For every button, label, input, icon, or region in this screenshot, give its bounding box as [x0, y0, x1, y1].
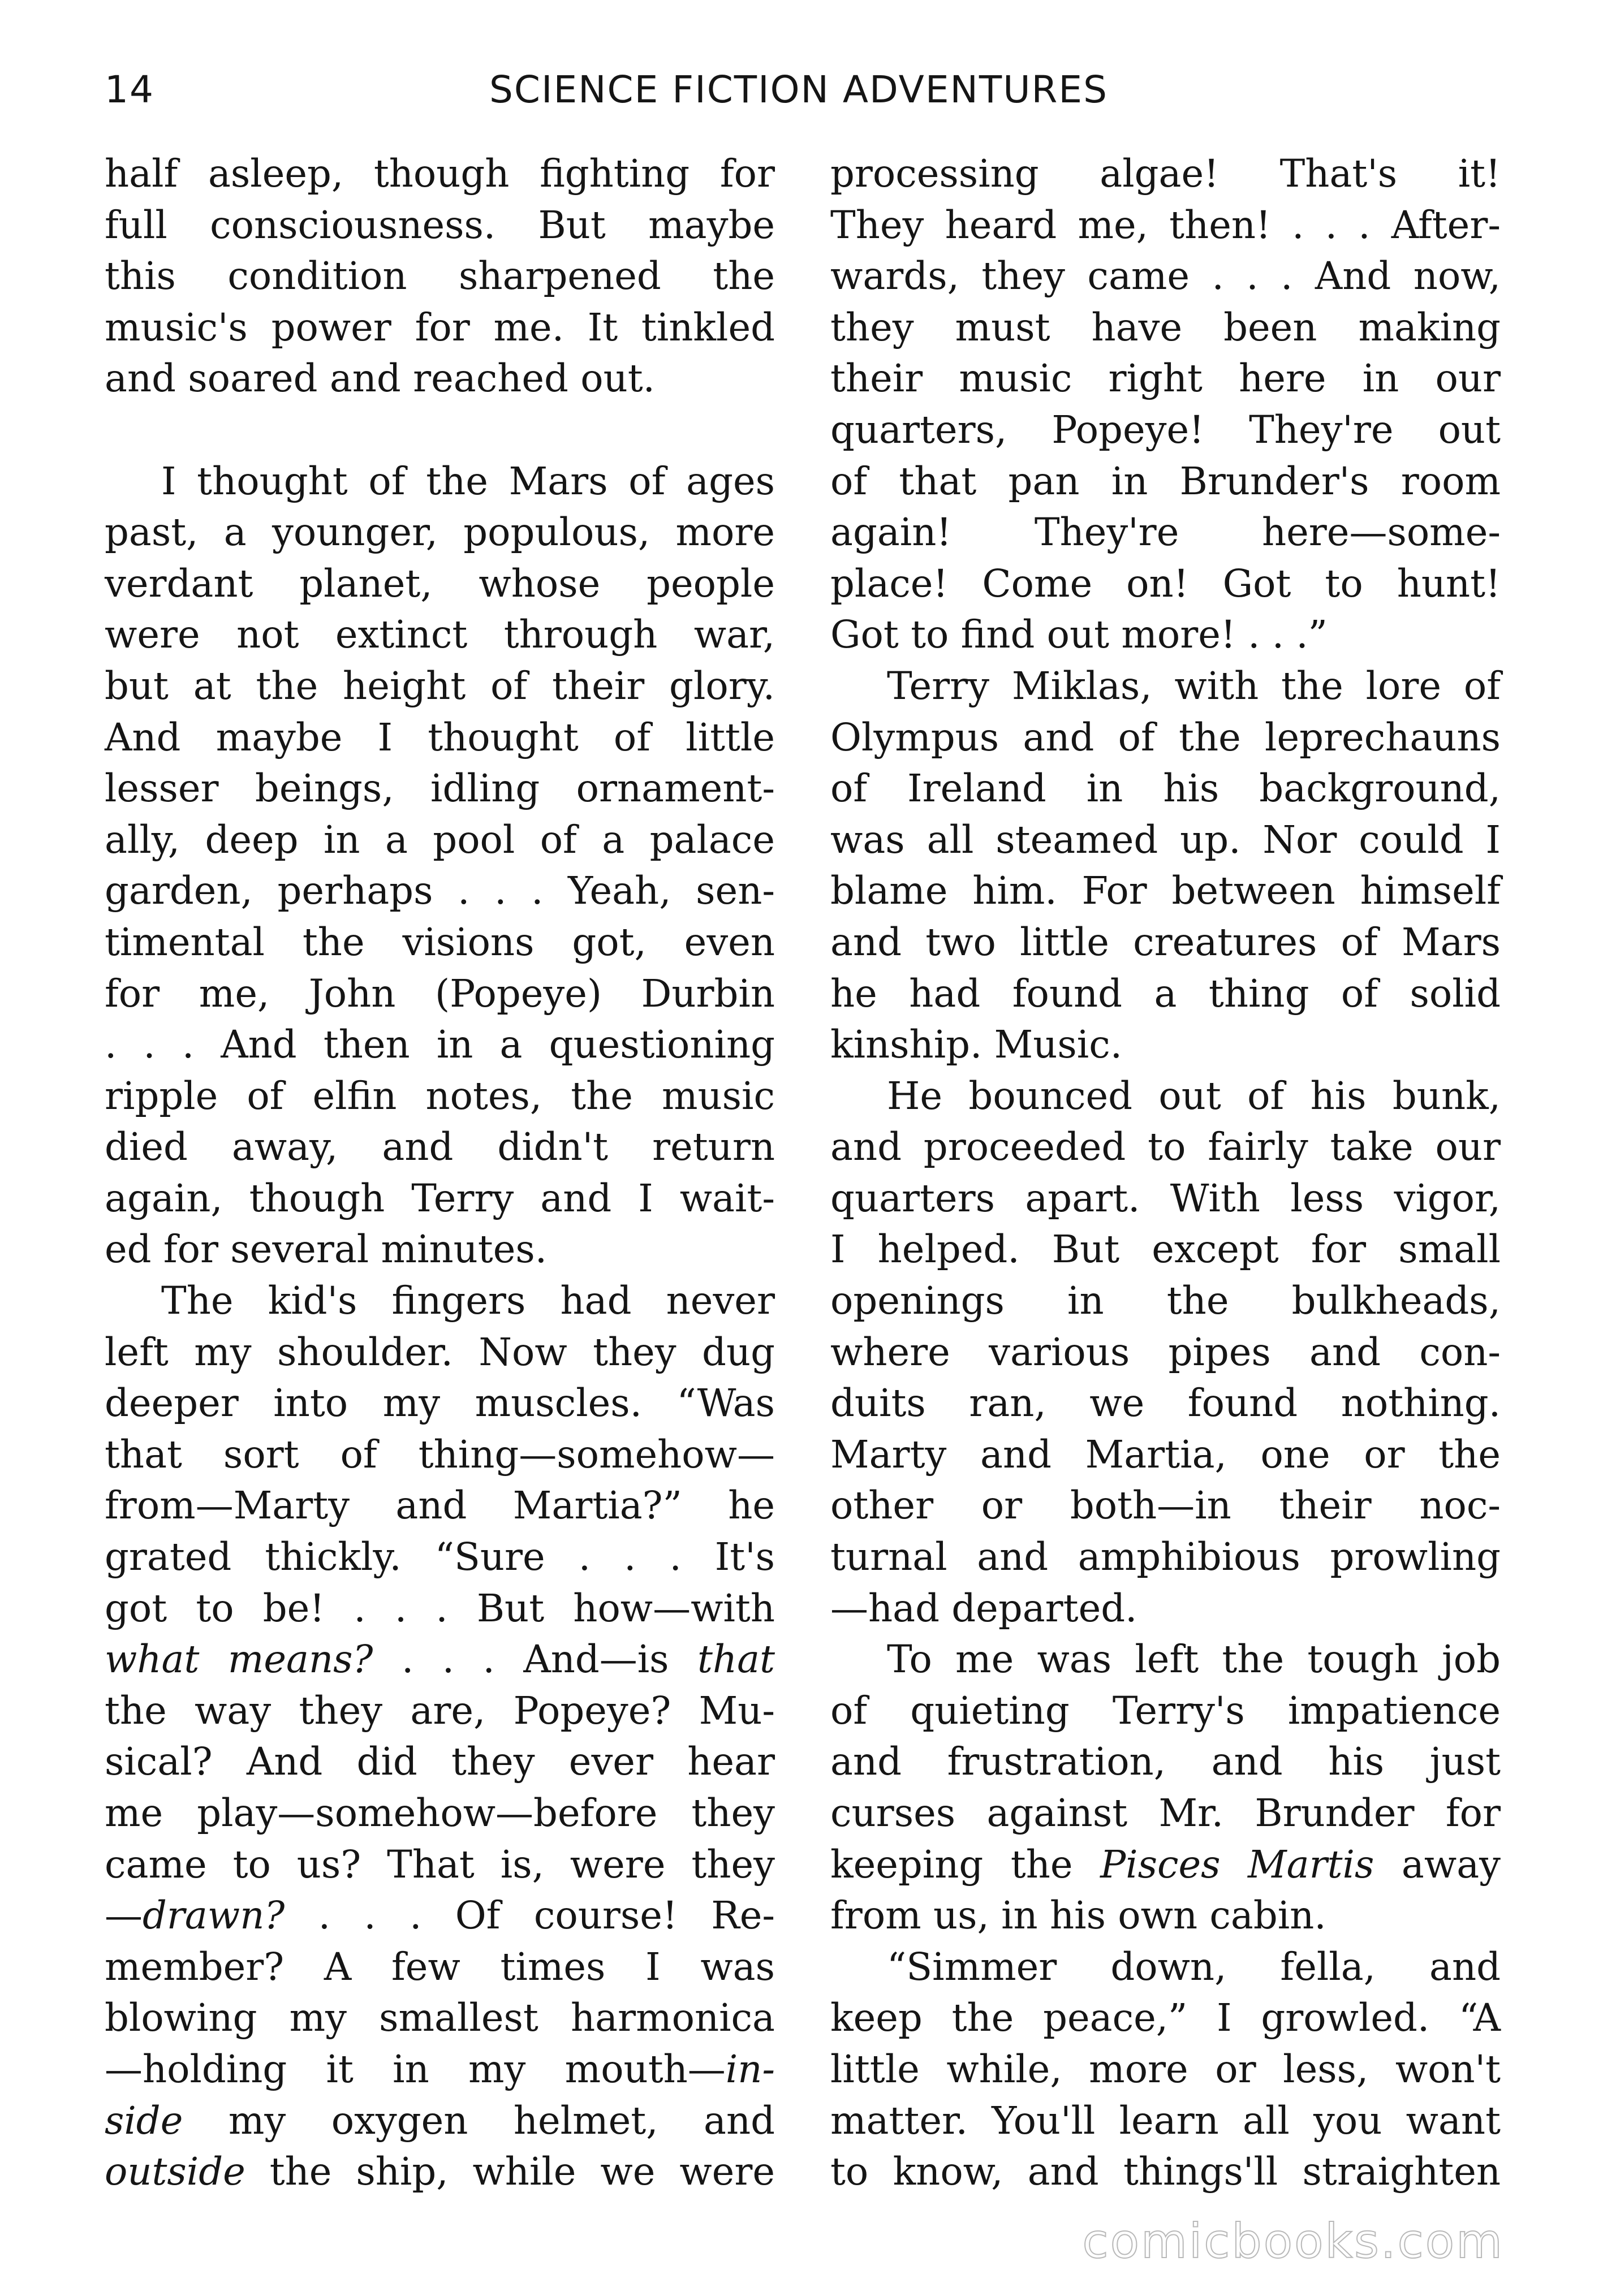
text-line: that sort of thing—somehow—: [105, 1432, 775, 1477]
text-line: sical? And did they ever hear: [105, 1740, 775, 1784]
text-line: curses against Mr. Brunder for: [830, 1791, 1501, 1835]
text-line: Terry Miklas, with the lore of: [887, 663, 1501, 708]
text-line: turnal and amphibious prowling: [830, 1535, 1501, 1579]
text-line: keep the peace,” I growled. “A: [830, 1996, 1501, 2040]
text-line: deeper into my muscles. “Was: [105, 1381, 775, 1426]
text-line: to know, and things'll straighten: [830, 2150, 1501, 2194]
text-line: full consciousness. But maybe: [105, 202, 775, 247]
text-line: where various pipes and con-: [830, 1330, 1501, 1374]
text-line: was all steamed up. Nor could I: [830, 817, 1501, 862]
text-line: half asleep, though fighting for: [105, 152, 775, 196]
text-line: music's power for me. It tinkled: [105, 305, 775, 349]
text-line: their music right here in our: [830, 356, 1501, 401]
text-line: . . . And then in a questioning: [105, 1022, 775, 1067]
text-line: outside the ship, while we were: [105, 2150, 775, 2194]
text-column-right: [830, 148, 1501, 2198]
text-line: what means? . . . And—is that: [105, 1637, 775, 1682]
text-line: keeping the Pisces Martis away: [830, 1842, 1501, 1887]
text-line: blame him. For between himself: [830, 869, 1501, 913]
text-line: place! Come on! Got to hunt!: [830, 561, 1501, 606]
text-line: blowing my smallest harmonica: [105, 1996, 775, 2040]
text-line: from us, in his own cabin.: [830, 1893, 1326, 1938]
text-line: this condition sharpened the: [105, 254, 775, 299]
page-header: [105, 68, 1499, 122]
text-line: ed for several minutes.: [105, 1227, 548, 1272]
text-line: died away, and didn't return: [105, 1125, 775, 1169]
text-line: He bounced out of his bunk,: [887, 1073, 1501, 1118]
text-line: and two little creatures of Mars: [830, 920, 1501, 964]
text-line: of that pan in Brunder's room: [830, 459, 1501, 503]
text-line: again! They're here—some-: [830, 510, 1501, 555]
text-line: ally, deep in a pool of a palace: [105, 817, 775, 862]
text-line: they must have been making: [830, 305, 1501, 349]
paragraph-gap: [105, 404, 775, 456]
text-line: and proceeded to fairly take our: [830, 1125, 1501, 1169]
text-line: wards, they came . . . And now,: [830, 254, 1501, 299]
watermark: comicbooks.com: [1082, 2213, 1504, 2269]
text-line: were not extinct through war,: [105, 612, 775, 657]
text-line: openings in the bulkheads,: [830, 1279, 1501, 1323]
text-line: but at the height of their glory.: [105, 663, 775, 708]
page-number: 14: [105, 68, 154, 111]
text-line: They heard me, then! . . . After-: [830, 202, 1501, 247]
text-line: matter. You'll learn all you want: [830, 2098, 1501, 2143]
text-line: for me, John (Popeye) Durbin: [105, 971, 775, 1016]
text-line: the way they are, Popeye? Mu-: [105, 1688, 775, 1733]
text-column-left: [105, 148, 775, 2198]
text-line: member? A few times I was: [105, 1944, 775, 1989]
running-title: SCIENCE FICTION ADVENTURES: [489, 68, 1108, 111]
text-line: of quieting Terry's impatience: [830, 1688, 1501, 1733]
text-line: quarters apart. With less vigor,: [830, 1176, 1501, 1220]
text-line: and soared and reached out.: [105, 356, 655, 401]
text-line: —drawn? . . . Of course! Re-: [105, 1893, 775, 1938]
text-line: again, though Terry and I wait-: [105, 1176, 775, 1220]
text-line: and frustration, and his just: [830, 1740, 1501, 1784]
text-line: Marty and Martia, one or the: [830, 1432, 1501, 1477]
text-line: got to be! . . . But how—with: [105, 1586, 775, 1630]
text-line: other or both—in their noc-: [830, 1483, 1501, 1528]
text-line: he had found a thing of solid: [830, 971, 1501, 1016]
text-line: duits ran, we found nothing.: [830, 1381, 1501, 1426]
text-line: quarters, Popeye! They're out: [830, 407, 1501, 452]
text-line: Olympus and of the leprechauns: [830, 715, 1501, 759]
text-line: past, a younger, populous, more: [105, 510, 775, 555]
text-line: I thought of the Mars of ages: [161, 459, 775, 503]
text-line: Got to find out more! . . .”: [830, 612, 1328, 657]
text-line: I helped. But except for small: [830, 1227, 1501, 1272]
text-line: The kid's fingers had never: [161, 1279, 775, 1323]
text-line: me play—somehow—before they: [105, 1791, 775, 1835]
text-line: came to us? That is, were they: [105, 1842, 775, 1887]
text-line: verdant planet, whose people: [105, 561, 775, 606]
text-line: kinship. Music.: [830, 1022, 1123, 1067]
text-line: lesser beings, idling ornament-: [105, 766, 775, 811]
text-line: from—Marty and Martia?” he: [105, 1483, 775, 1528]
text-line: garden, perhaps . . . Yeah, sen-: [105, 869, 775, 913]
text-line: ripple of elfin notes, the music: [105, 1073, 775, 1118]
text-line: processing algae! That's it!: [830, 152, 1501, 196]
text-line: left my shoulder. Now they dug: [105, 1330, 775, 1374]
text-line: To me was left the tough job: [887, 1637, 1501, 1682]
text-line: “Simmer down, fella, and: [887, 1944, 1501, 1989]
text-line: timental the visions got, even: [105, 920, 775, 964]
text-line: —holding it in my mouth—in-: [105, 2047, 775, 2091]
text-line: grated thickly. “Sure . . . It's: [105, 1535, 775, 1579]
text-line: of Ireland in his background,: [830, 766, 1501, 811]
text-line: little while, more or less, won't: [830, 2047, 1501, 2091]
text-line: —had departed.: [830, 1586, 1137, 1630]
text-line: And maybe I thought of little: [105, 715, 775, 759]
text-line: side my oxygen helmet, and: [105, 2098, 775, 2143]
